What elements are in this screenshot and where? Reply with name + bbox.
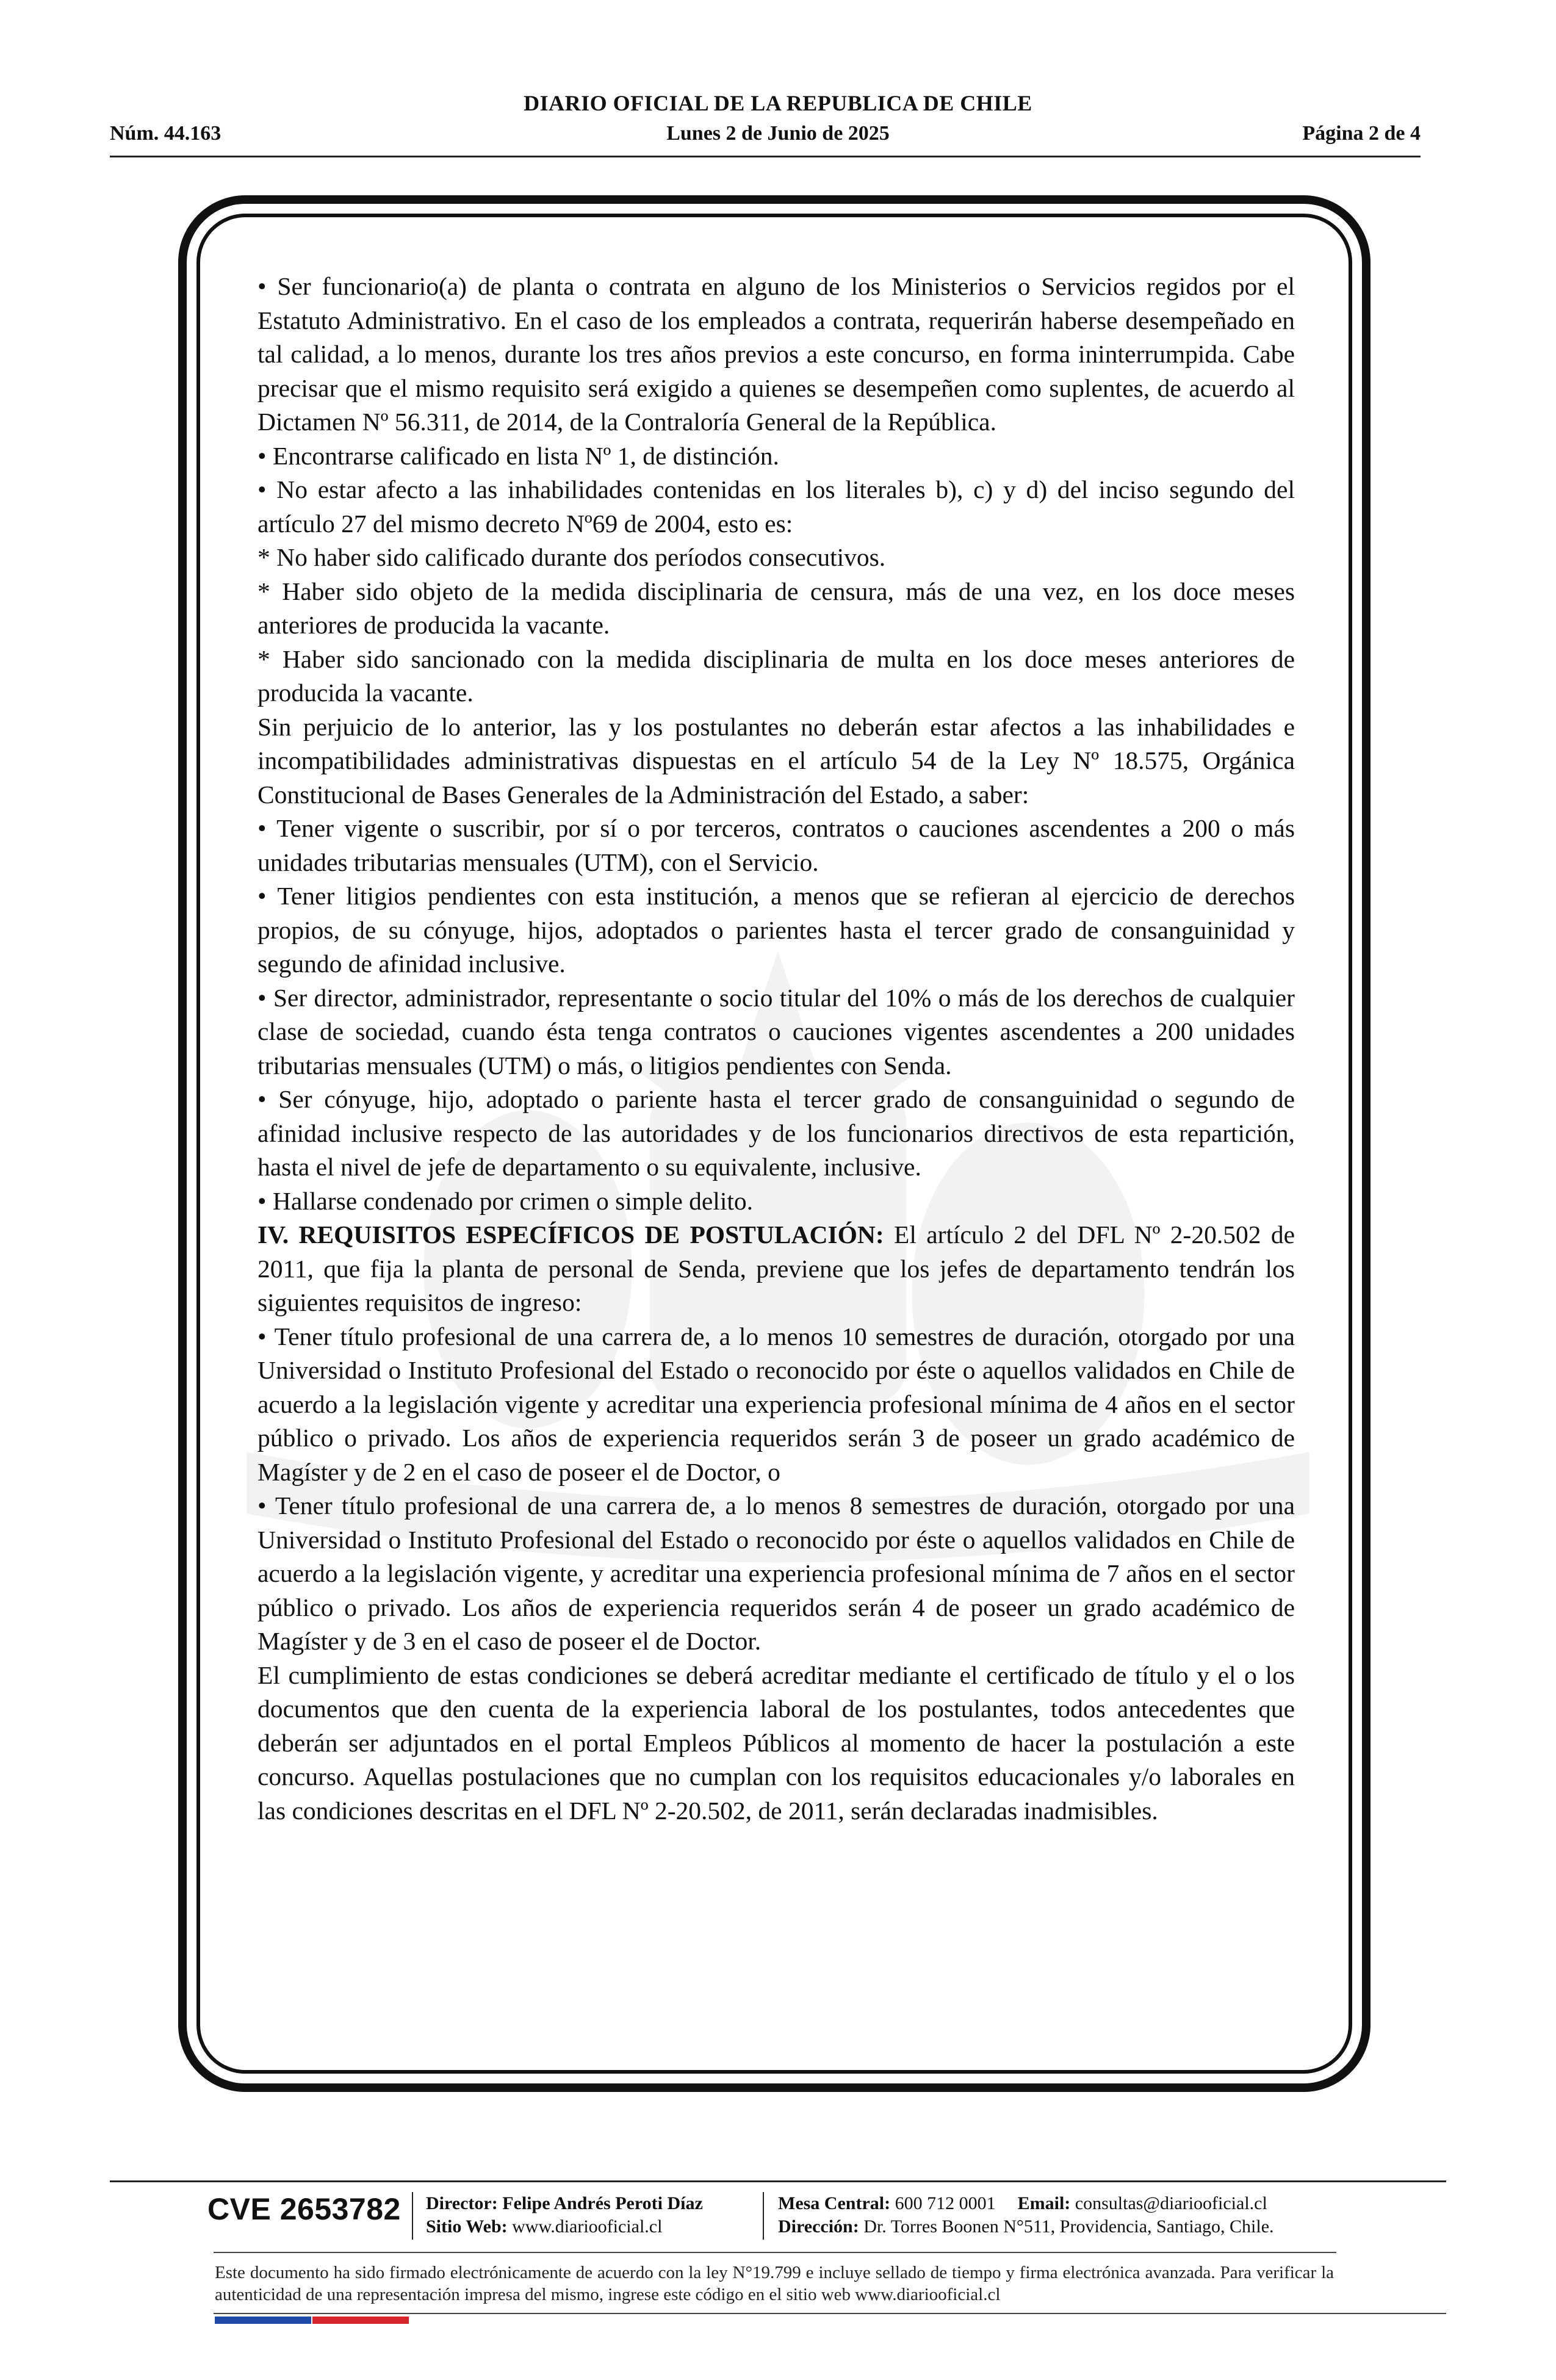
paragraph: El cumplimiento de estas condiciones se deberá acreditar mediante el certificado de título y el o los documentos que den cuenta de la experiencia laboral de los postulantes, todos antecedentes que deberán ser adjuntados en el portal Empleos Públicos al momento de hacer la postulación a este concurso. Aquellas postulaciones que no cumplan con los requisitos educacionales y/o laborales en las condiciones descritas en el DFL Nº 2-20.502, de 2011, serán declaradas inadmisibles. bbox=[258, 1661, 1295, 1825]
paragraph: • Tener título profesional de una carrera de, a lo menos 8 semestres de duración, otorgado por una Universidad o Instituto Profesional del Estado o reconocido por éste o aquellos validados en Chile de acuerdo a la legislación vigente, y acreditar una experiencia profesional mínima de 7 años en el sector público o privado. Los años de experiencia requeridos serán 4 de poseer un grado académico de Magíster y de 3 en el caso de poseer el de Doctor. bbox=[258, 1491, 1295, 1655]
footer-director-block bbox=[426, 2192, 703, 2238]
paragraph: * Haber sido sancionado con la medida disciplinaria de multa en los doce meses anteriores de producida la vacante. bbox=[258, 644, 1295, 707]
section-text: El artículo 2 del DFL Nº 2-20.502 de 2011, que fija la planta de personal de Senda, previene que los jefes de departamento tendrán los siguientes requisitos de ingreso: bbox=[258, 1221, 1295, 1316]
flag-stripe-red bbox=[312, 2317, 409, 2324]
footer-separator bbox=[412, 2192, 413, 2240]
publication-title: DIARIO OFICIAL DE LA REPUBLICA DE CHILE bbox=[524, 91, 1032, 115]
address-label: Dirección: bbox=[778, 2216, 859, 2237]
email-label: Email: bbox=[1017, 2193, 1071, 2213]
paragraph: * Haber sido objeto de la medida disciplinaria de censura, más de una vez, en los doce meses anteriores de producida la vacante. bbox=[258, 577, 1295, 639]
footer-contact-block bbox=[778, 2192, 1274, 2238]
cve-code: CVE 2653782 bbox=[207, 2192, 401, 2226]
paragraph: • Hallarse condenado por crimen o simple delito. bbox=[258, 1186, 754, 1215]
director-label: Director: bbox=[426, 2193, 498, 2213]
paragraph: • Tener título profesional de una carrera de, a lo menos 10 semestres de duración, otorgado por una Universidad o Instituto Profesional del Estado o reconocido por éste o aquellos validados en Chile de acuerdo a la legislación vigente y acreditar una experiencia profesional mínima de 4 años en el sector público o privado. Los años de experiencia requeridos serán 3 de poseer un grado académico de Magíster y de 2 en el caso de poseer el de Doctor, o bbox=[258, 1322, 1295, 1486]
paragraph: • No estar afecto a las inhabilidades contenidas en los literales b), c) y d) del inciso segundo del artículo 27 del mismo decreto Nº69 de 2004, esto es: bbox=[258, 475, 1295, 538]
footer-divider-top bbox=[110, 2180, 1446, 2182]
header-divider bbox=[110, 156, 1421, 157]
paragraph: • Encontrarse calificado en lista Nº 1, de distinción. bbox=[258, 441, 779, 470]
section-paragraph bbox=[258, 1218, 1295, 1320]
section-title: IV. REQUISITOS ESPECÍFICOS DE POSTULACIÓN: bbox=[258, 1221, 884, 1249]
page-indicator: Página 2 de 4 bbox=[1302, 122, 1421, 145]
director-name: Felipe Andrés Peroti Díaz bbox=[502, 2193, 703, 2213]
issue-date: Lunes 2 de Junio de 2025 bbox=[666, 122, 890, 145]
footer-divider-bottom bbox=[214, 2313, 1446, 2314]
document-body bbox=[258, 270, 1295, 1828]
paragraph: • Tener vigente o suscribir, por sí o por terceros, contratos o cauciones ascendentes a 200 o más unidades tributarias mensuales (UTM), con el Servicio. bbox=[258, 814, 1295, 876]
paragraph: • Ser cónyuge, hijo, adoptado o pariente hasta el tercer grado de consanguinidad o segundo de afinidad inclusive respecto de las autoridades y de los funcionarios directivos de esta repartición, hasta el nivel de jefe de departamento o su equivalente, inclusive. bbox=[258, 1085, 1295, 1181]
paragraph: • Ser director, administrador, representante o socio titular del 10% o más de los derechos de cualquier clase de sociedad, cuando ésta tenga contratos o cauciones vigentes ascendentes a 200 unidades tributarias mensuales (UTM) o más, o litigios pendientes con Senda. bbox=[258, 983, 1295, 1080]
website-link[interactable]: www.diariooficial.cl bbox=[512, 2216, 663, 2237]
email-link[interactable]: consultas@diariooficial.cl bbox=[1075, 2193, 1267, 2213]
paragraph: * No haber sido calificado durante dos períodos consecutivos. bbox=[258, 543, 886, 571]
footer-separator bbox=[763, 2192, 764, 2240]
paragraph: Sin perjuicio de lo anterior, las y los postulantes no deberán estar afectos a las inhabilidades e incompatibilidades administrativas dispuestas en el artículo 54 de la Ley Nº 18.575, Orgánica Constitucional de Bases Generales de la Administración del Estado, a saber: bbox=[258, 712, 1295, 809]
website-label: Sitio Web: bbox=[426, 2216, 508, 2237]
address-value: Dr. Torres Boonen N°511, Providencia, Santiago, Chile. bbox=[863, 2216, 1274, 2237]
legal-notice: Este documento ha sido firmado electrónicamente de acuerdo con la ley N°19.799 e incluye sellado de tiempo y firma electrónica avanzada. Para verificar la autenticidad de una representación impresa del mismo, ingrese este código en el sitio web www.diariooficial.cl bbox=[215, 2263, 1334, 2304]
footer-divider-middle bbox=[214, 2252, 1336, 2253]
mesa-phone: 600 712 0001 bbox=[895, 2193, 996, 2213]
issue-number: Núm. 44.163 bbox=[110, 122, 222, 145]
mesa-label: Mesa Central: bbox=[778, 2193, 891, 2213]
paragraph: • Tener litigios pendientes con esta institución, a menos que se refieran al ejercicio de derechos propios, de su cónyuge, hijos, adoptados o parientes hasta el tercer grado de consanguinidad y segundo de afinidad inclusive. bbox=[258, 882, 1295, 978]
paragraph: • Ser funcionario(a) de planta o contrata en alguno de los Ministerios o Servicios regidos por el Estatuto Administrativo. En el caso de los empleados a contrata, requerirán haberse desempeñado en tal calidad, a lo menos, durante los tres años previos a este concurso, en forma ininterrumpida. Cabe precisar que el mismo requisito será exigido a quienes se desempeñen como suplentes, de acuerdo al Dictamen Nº 56.311, de 2014, de la Contraloría General de la República. bbox=[258, 272, 1295, 436]
flag-stripe-blue bbox=[215, 2317, 311, 2324]
